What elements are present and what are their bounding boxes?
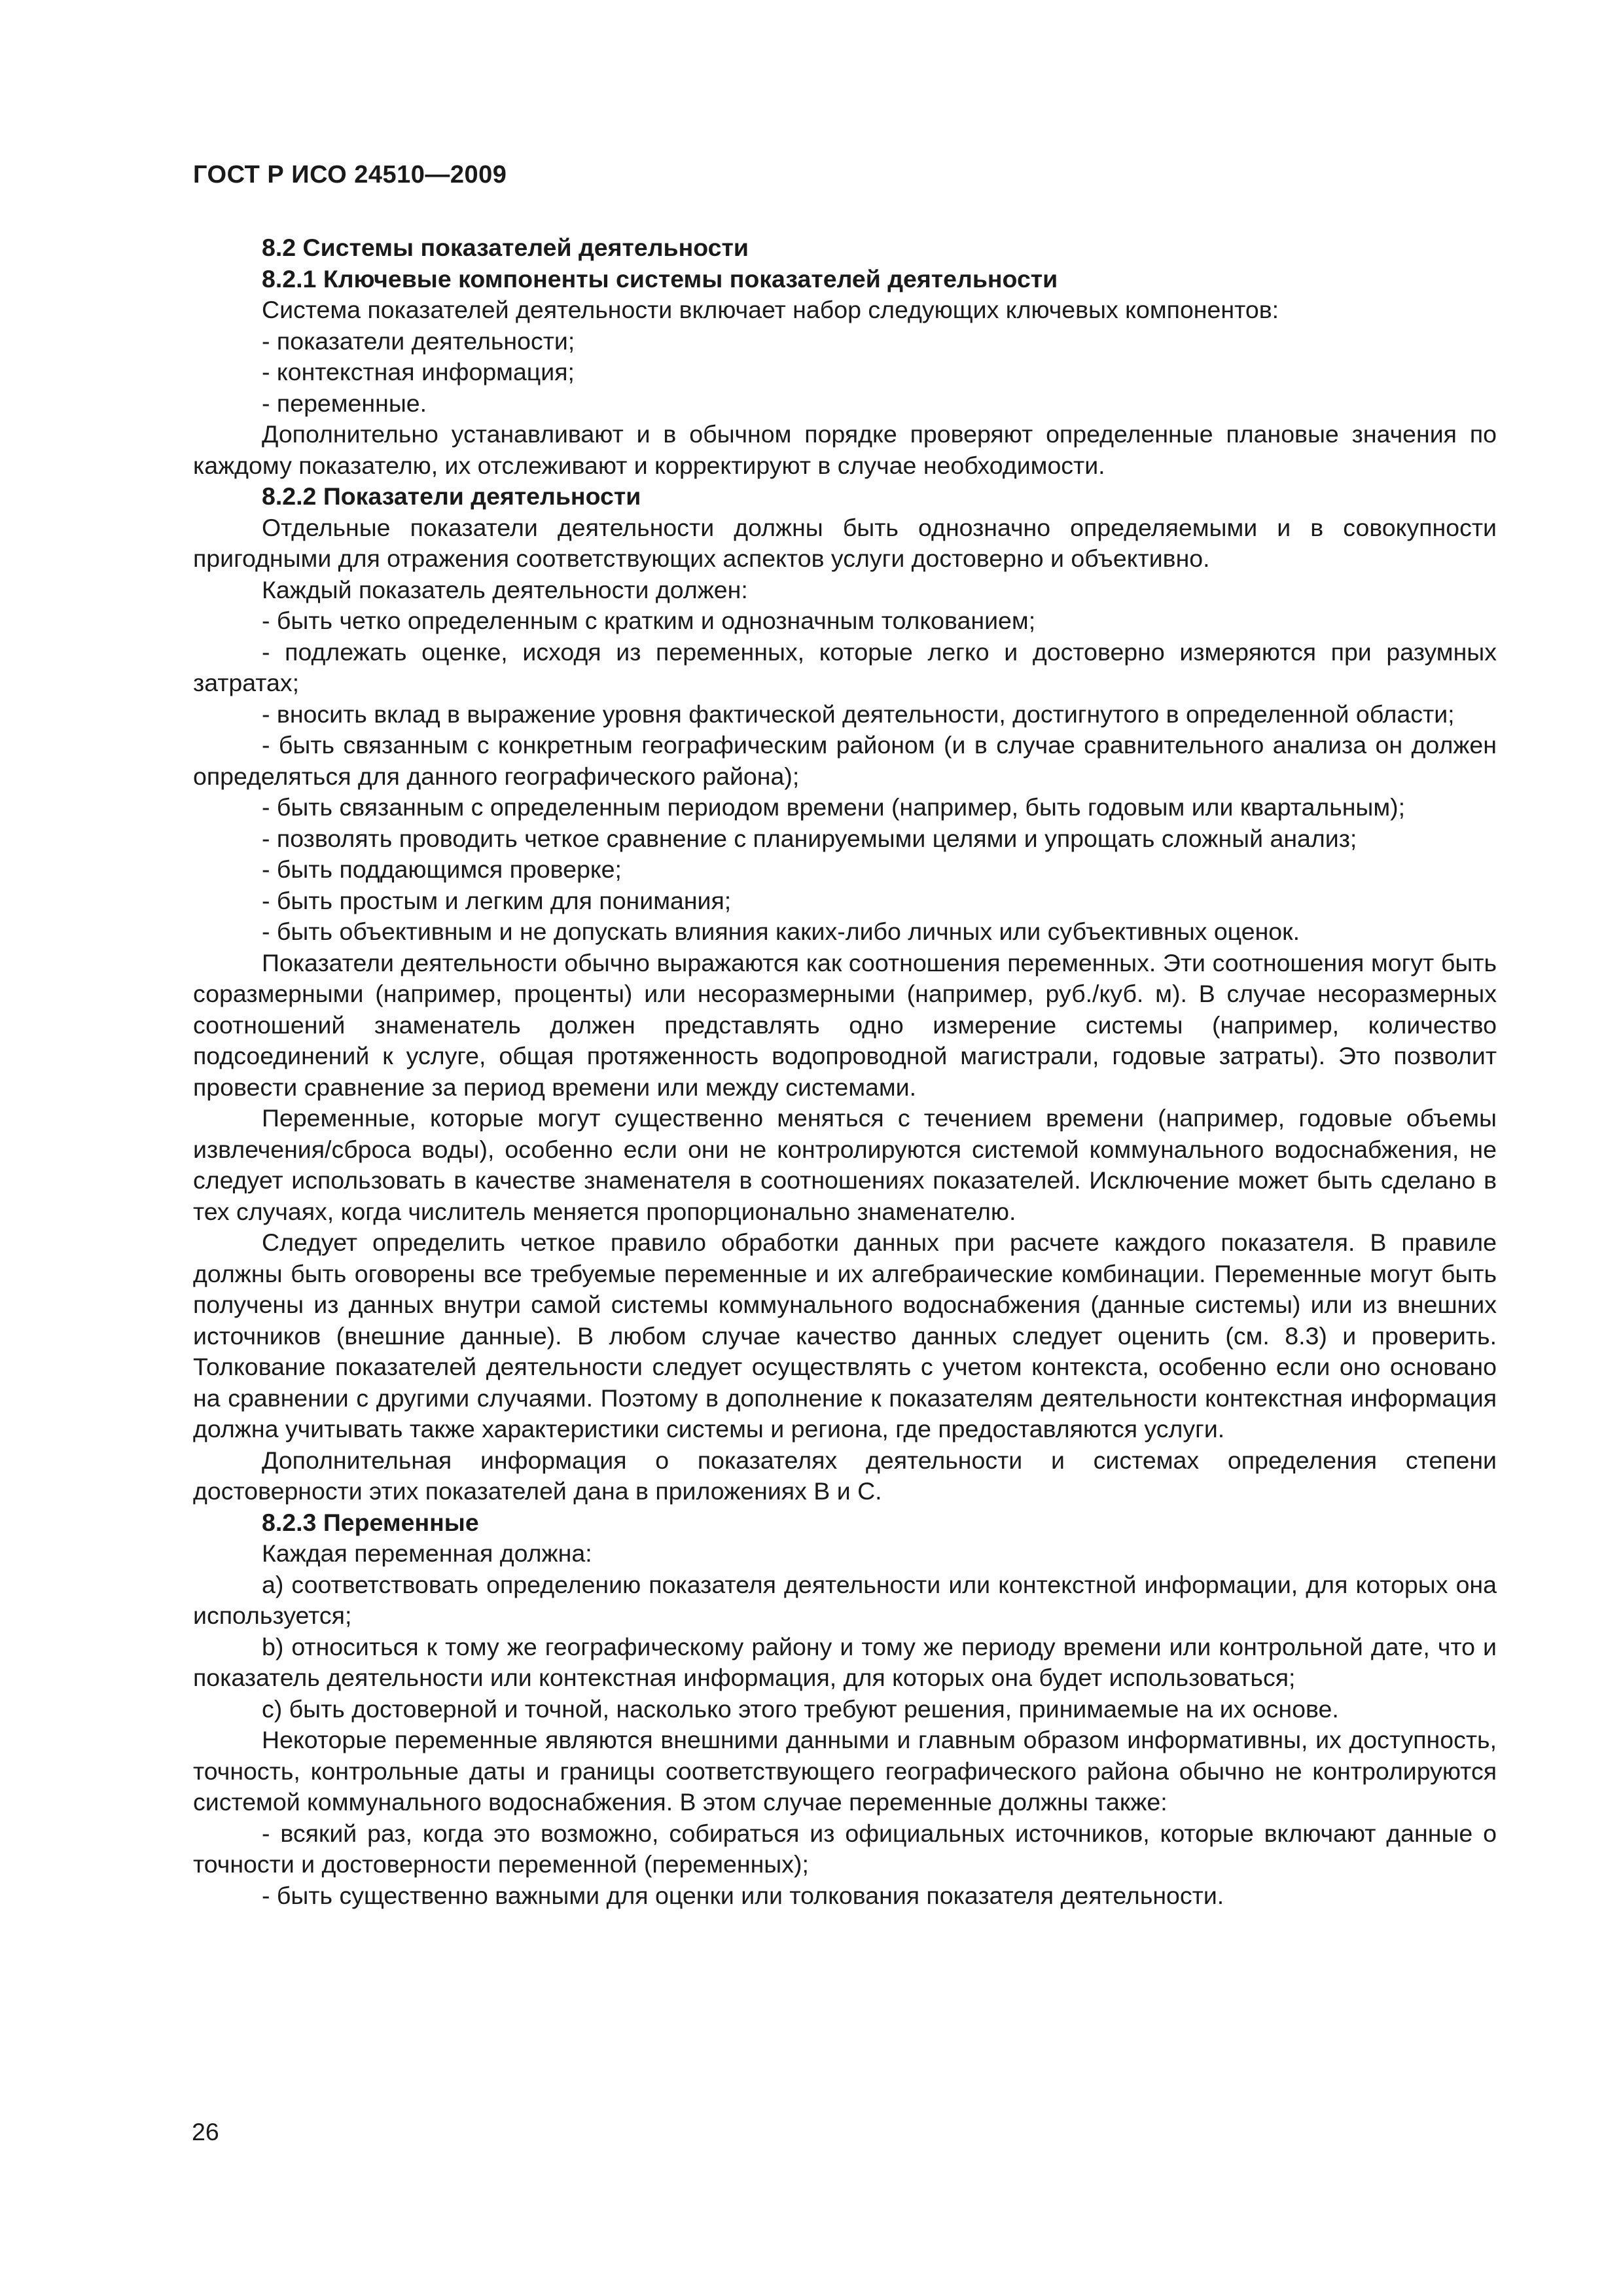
paragraph: Переменные, которые могут существенно меняться с течением времени (например, годовые объемы извлечения/сброса воды), особенно если они не контролируются системой коммунального водоснабжения, не следует использовать в качестве знаменателя в соотношениях показателей. Исключение может быть сделано в тех случаях, когда числитель меняется пропорционально знаменателю. (193, 1104, 1497, 1225)
paragraph: Отдельные показатели деятельности должны быть однозначно определяемыми и в совокупности пригодными для отражения соответствующих аспектов услуги достоверно и объективно. (193, 513, 1497, 572)
subsection-heading: 8.2.1 Ключевые компоненты системы показателей деятельности (262, 264, 1058, 293)
list-item: - быть четко определенным с кратким и однозначным толкованием; (262, 607, 1036, 634)
list-item: - всякий раз, когда это возможно, собираться из официальных источников, которые включают данные о точности и достоверности переменной (переменных); (193, 1819, 1497, 1878)
paragraph: Каждый показатель деятельности должен: (262, 575, 748, 603)
list-item: b) относиться к тому же географическому району и тому же периоду времени или контрольной дате, что и показатель деятельности или контекстная информация, для которых она будет использоваться; (193, 1632, 1497, 1691)
list-item: c) быть достоверной и точной, насколько этого требуют решения, принимаемые на их основе. (262, 1695, 1339, 1723)
list-item: - показатели деятельности; (262, 327, 575, 355)
paragraph: Некоторые переменные являются внешними данными и главным образом информативны, их доступность, точность, контрольные даты и границы соответствующего географического района обычно не контролируются системой коммунального водоснабжения. В этом случае переменные должны также: (193, 1726, 1497, 1816)
paragraph: Каждая переменная должна: (262, 1539, 592, 1567)
list-item: - быть простым и легким для понимания; (262, 886, 732, 914)
list-item: - подлежать оценке, исходя из переменных, которые легко и достоверно измеряются при разумных затратах; (193, 637, 1497, 696)
list-item: - быть объективным и не допускать влияния каких-либо личных или субъективных оценок. (262, 918, 1300, 945)
section-heading: 8.2 Системы показателей деятельности (262, 234, 749, 261)
list-item: - быть поддающимся проверке; (262, 855, 622, 883)
list-item: a) соответствовать определению показателя деятельности или контекстной информации, для которых она используется; (193, 1570, 1497, 1629)
paragraph: Показатели деятельности обычно выражаются как соотношения переменных. Эти соотношения могут быть соразмерными (например, проценты) или несоразмерными (например, руб./куб. м). В случае несоразмерных соотношений знаменатель должен представлять одно измерение системы (например, количество подсоединений к услуге, общая протяженность водопроводной магистрали, годовые затраты). Это позволит провести сравнение за период времени или между системами. (193, 948, 1497, 1101)
subsection-heading: 8.2.3 Переменные (262, 1508, 479, 1536)
list-item: - позволять проводить четкое сравнение с планируемыми целями и упрощать сложный анализ; (262, 824, 1357, 852)
subsection-heading: 8.2.2 Показатели деятельности (262, 482, 641, 510)
list-item: - быть связанным с конкретным географическим районом (и в случае сравнительного анализа он должен определяться для данного географического района); (193, 731, 1497, 790)
document-body (193, 232, 1497, 1911)
page-header-title: ГОСТ Р ИСО 24510—2009 (193, 161, 507, 188)
paragraph: Дополнительная информация о показателях деятельности и системах определения степени достоверности этих показателей дана в приложениях В и С. (193, 1446, 1497, 1505)
page-number: 26 (192, 2118, 219, 2145)
list-item: - быть существенно важными для оценки или толкования показателя деятельности. (262, 1881, 1224, 1909)
list-item: - быть связанным с определенным периодом времени (например, быть годовым или квартальным); (262, 793, 1406, 821)
paragraph: Дополнительно устанавливают и в обычном порядке проверяют определенные плановые значения по каждому показателю, их отслеживают и корректируют в случае необходимости. (193, 420, 1497, 479)
paragraph: Система показателей деятельности включает набор следующих ключевых компонентов: (262, 296, 1279, 323)
paragraph: Следует определить четкое правило обработки данных при расчете каждого показателя. В правиле должны быть оговорены все требуемые переменные и их алгебраические комбинации. Переменные могут быть получены из данных внутри самой системы коммунального водоснабжения (данные системы) или из внешних источников (внешние данные). В любом случае качество данных следует оценить (см. 8.3) и проверить. Толкование показателей деятельности следует осуществлять с учетом контекста, особенно если оно основано на сравнении с другими случаями. Поэтому в дополнение к показателям деятельности контекстная информация должна учитывать также характеристики системы и региона, где предоставляются услуги. (193, 1229, 1497, 1443)
list-item: - контекстная информация; (262, 358, 575, 386)
list-item: - вносить вклад в выражение уровня фактической деятельности, достигнутого в определенной области; (262, 700, 1455, 728)
list-item: - переменные. (262, 389, 427, 417)
